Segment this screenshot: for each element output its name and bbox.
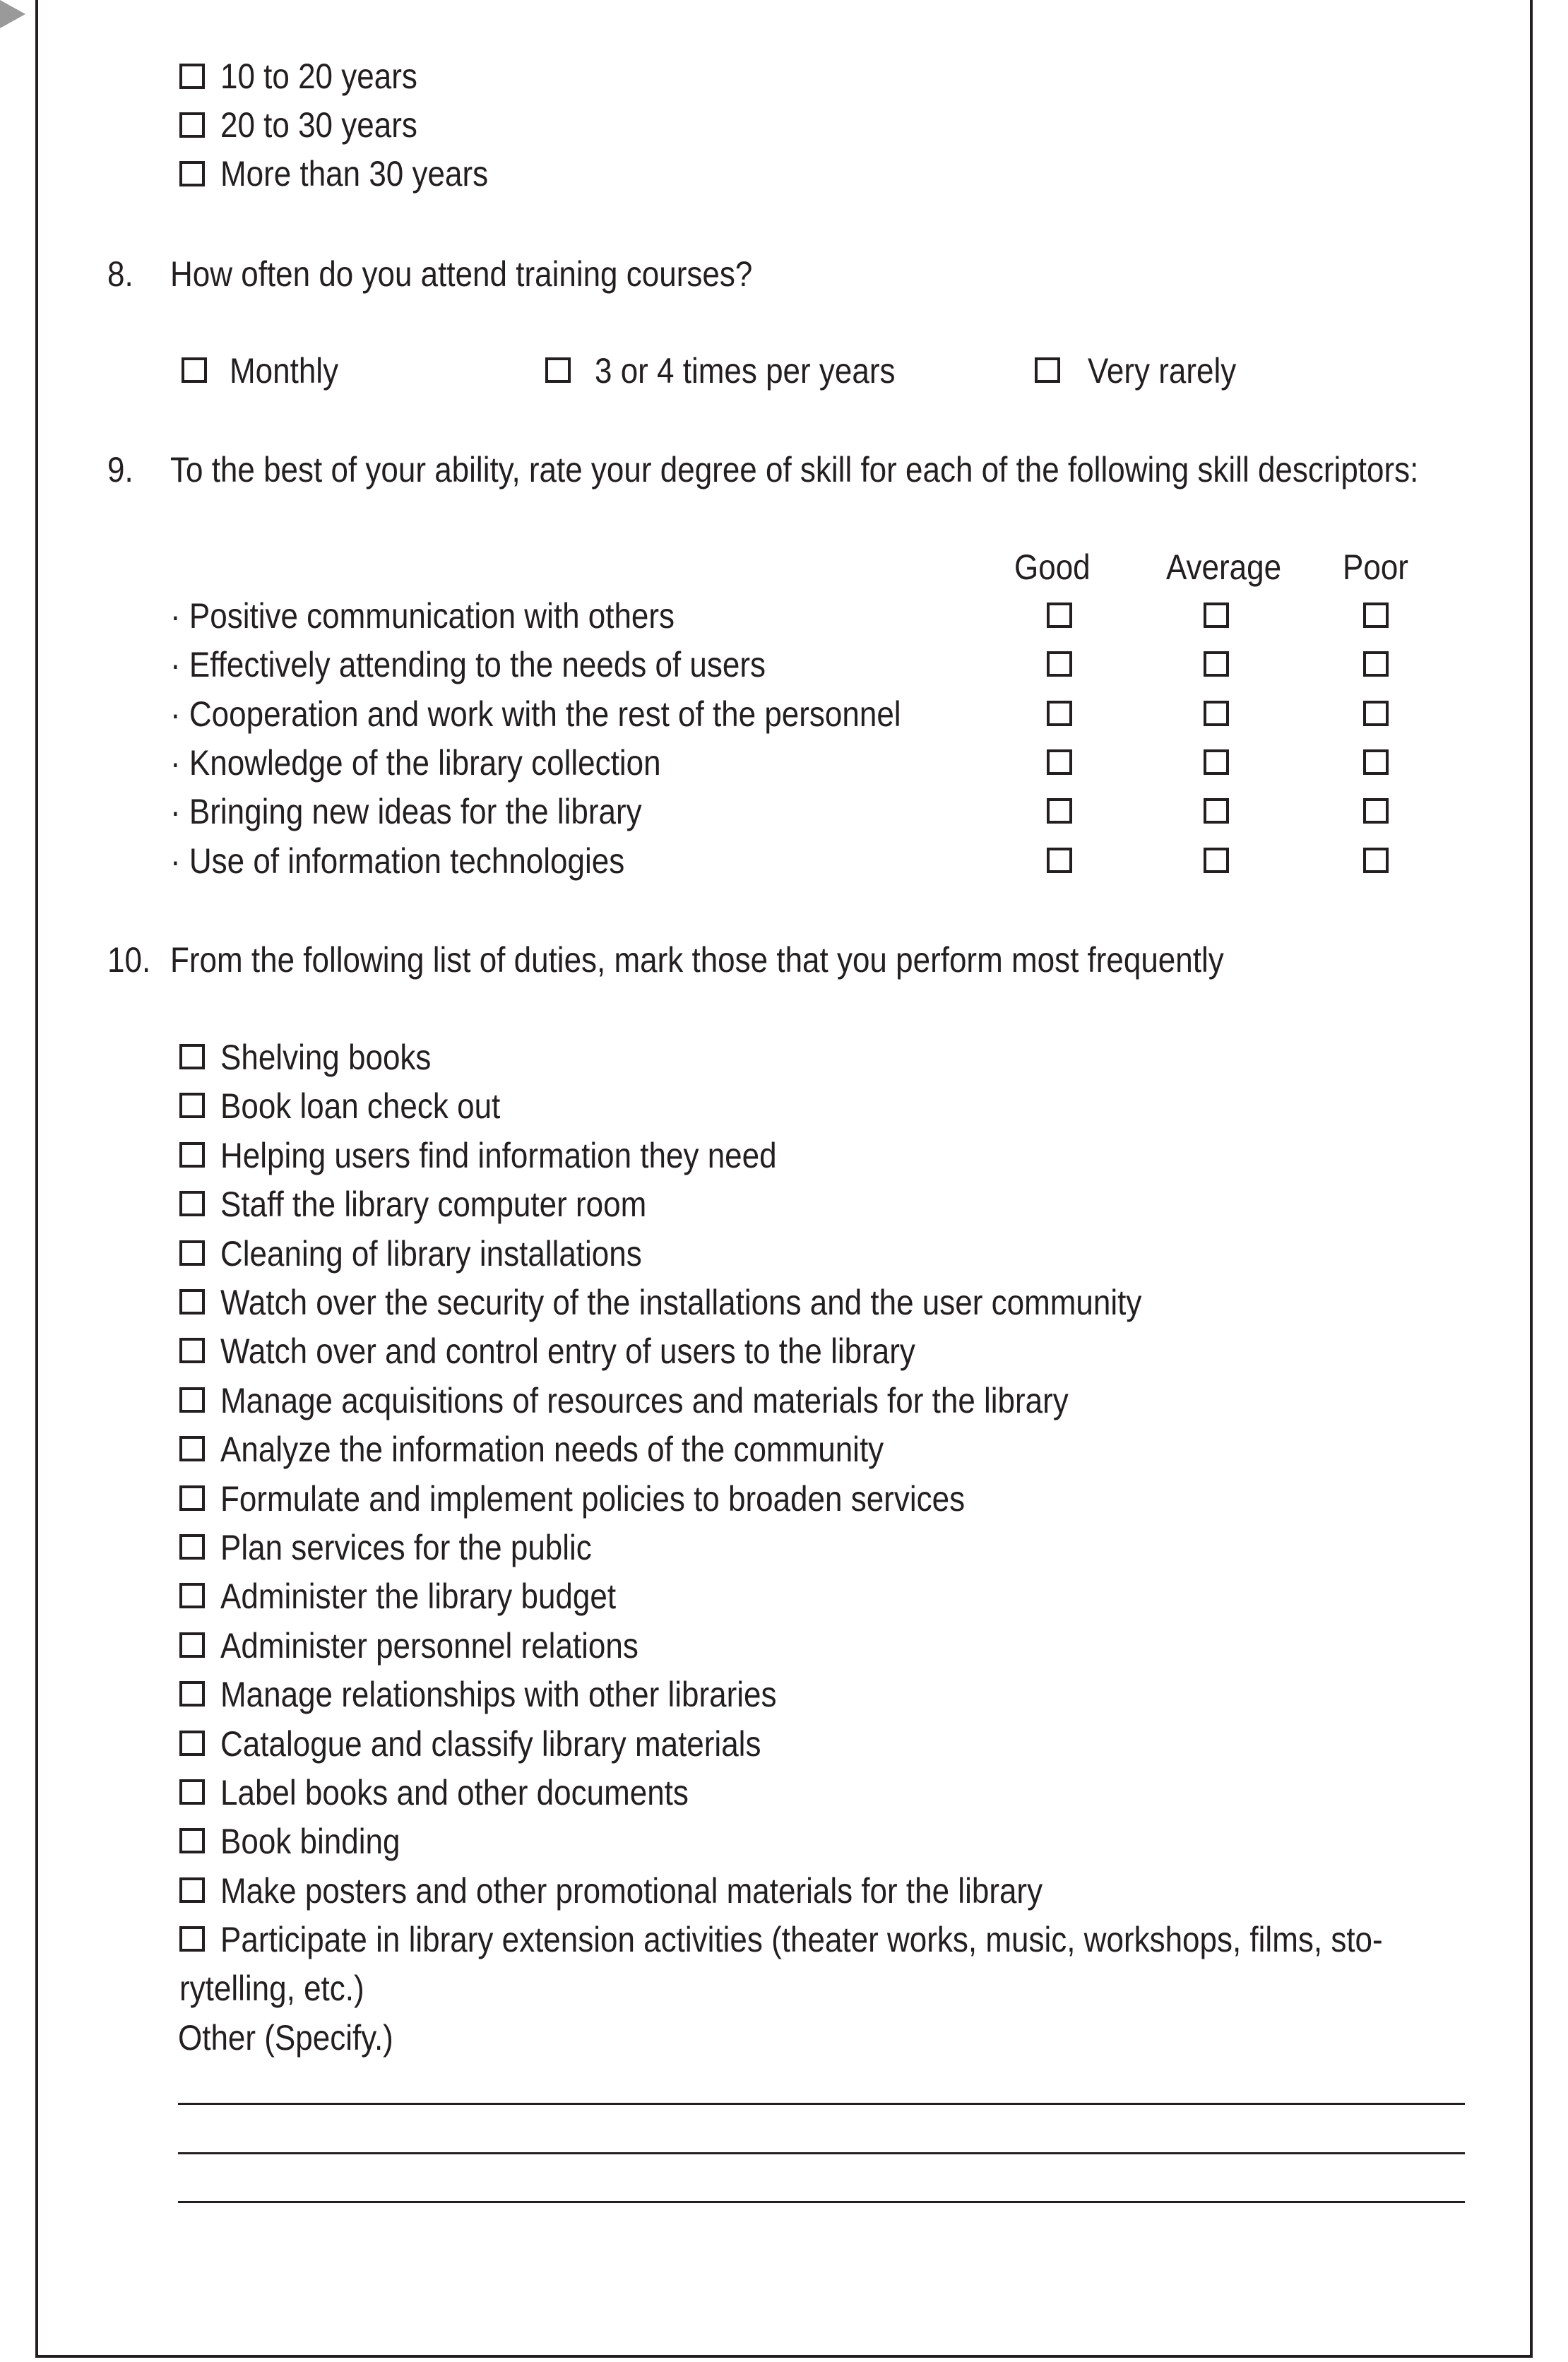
- question-text: From the following list of duties, mark those that you perform most frequently: [170, 940, 1224, 980]
- duty-checkbox[interactable]: [179, 1828, 205, 1853]
- duty-checkbox[interactable]: [179, 1044, 205, 1069]
- q7-option-label: 10 to 20 years: [220, 57, 417, 96]
- duty-label: Formulate and implement policies to broaden services: [220, 1479, 966, 1519]
- q8-option-label: Monthly: [230, 351, 339, 391]
- page-frame-right: [1530, 0, 1533, 2358]
- duty-label: Book binding: [220, 1822, 400, 1861]
- duty-label: Helping users find information they need: [220, 1136, 777, 1175]
- question-text: To the best of your ability, rate your degree of skill for each of the following skill descriptors:: [170, 450, 1419, 489]
- question-text: How often do you attend training courses?: [170, 254, 753, 294]
- checkbox-icon[interactable]: [1035, 357, 1060, 383]
- column-header-average: Average: [1166, 547, 1282, 587]
- duty-checkbox[interactable]: [179, 1485, 205, 1511]
- rating-average-checkbox[interactable]: [1204, 701, 1229, 726]
- skill-label: · Knowledge of the library collection: [170, 743, 661, 783]
- rating-average-checkbox[interactable]: [1204, 749, 1229, 775]
- q8-option-label: Very rarely: [1088, 351, 1237, 391]
- duty-label: Watch over and control entry of users to the library: [220, 1331, 915, 1371]
- duty-continuation: rytelling, etc.): [179, 1969, 364, 2008]
- rating-poor-checkbox[interactable]: [1363, 798, 1389, 824]
- duty-label: Plan services for the public: [220, 1528, 592, 1567]
- duty-checkbox[interactable]: [179, 1534, 205, 1560]
- duty-checkbox[interactable]: [179, 1731, 205, 1756]
- duty-checkbox[interactable]: [179, 1093, 205, 1118]
- duty-checkbox[interactable]: [179, 1387, 205, 1413]
- duty-checkbox[interactable]: [179, 1338, 205, 1363]
- column-header-poor: Poor: [1343, 547, 1408, 587]
- duty-label: Staff the library computer room: [220, 1185, 647, 1224]
- rating-poor-checkbox[interactable]: [1363, 603, 1389, 628]
- duty-label: Manage relationships with other libraries: [220, 1675, 777, 1714]
- rating-good-checkbox[interactable]: [1047, 848, 1072, 873]
- skill-label: · Bringing new ideas for the library: [170, 792, 642, 831]
- rating-average-checkbox[interactable]: [1204, 848, 1229, 873]
- q7-option-label: 20 to 30 years: [220, 105, 417, 145]
- duty-checkbox[interactable]: [179, 1240, 205, 1266]
- other-specify-line[interactable]: [178, 2103, 1465, 2105]
- duty-checkbox[interactable]: [179, 1877, 205, 1903]
- duty-label: Watch over the security of the installations and the user community: [220, 1283, 1142, 1322]
- rating-good-checkbox[interactable]: [1047, 651, 1072, 677]
- duty-label: Administer the library budget: [220, 1577, 617, 1616]
- question-number: 10.: [107, 940, 151, 980]
- duty-label: Administer personnel relations: [220, 1626, 639, 1666]
- checkbox-icon[interactable]: [179, 112, 205, 138]
- rating-poor-checkbox[interactable]: [1363, 651, 1389, 677]
- rating-good-checkbox[interactable]: [1047, 798, 1072, 824]
- duty-checkbox[interactable]: [179, 1681, 205, 1707]
- other-specify-line[interactable]: [178, 2201, 1465, 2203]
- column-header-good: Good: [1014, 547, 1091, 587]
- other-specify-label: Other (Specify.): [178, 2018, 393, 2058]
- question-number: 9.: [107, 450, 133, 489]
- skill-label: · Effectively attending to the needs of users: [170, 645, 766, 684]
- rating-poor-checkbox[interactable]: [1363, 848, 1389, 873]
- duty-label: Catalogue and classify library materials: [220, 1724, 761, 1764]
- duty-label: Shelving books: [220, 1038, 432, 1077]
- skill-label: · Cooperation and work with the rest of the personnel: [170, 694, 901, 734]
- other-specify-line[interactable]: [178, 2152, 1465, 2154]
- checkbox-icon[interactable]: [179, 64, 205, 89]
- checkbox-icon[interactable]: [545, 357, 571, 383]
- duty-label: Cleaning of library installations: [220, 1234, 642, 1274]
- duty-label: Book loan check out: [220, 1086, 501, 1126]
- duty-checkbox[interactable]: [179, 1289, 205, 1314]
- question-number: 8.: [107, 254, 133, 294]
- q8-option-label: 3 or 4 times per years: [595, 351, 896, 391]
- rating-good-checkbox[interactable]: [1047, 603, 1072, 628]
- duty-label: Label books and other documents: [220, 1773, 689, 1812]
- duty-label: Participate in library extension activities (theater works, music, workshops, films, sto-: [220, 1920, 1383, 1959]
- duty-checkbox[interactable]: [179, 1583, 205, 1608]
- rating-good-checkbox[interactable]: [1047, 701, 1072, 726]
- rating-poor-checkbox[interactable]: [1363, 701, 1389, 726]
- duty-label: Analyze the information needs of the community: [220, 1430, 884, 1469]
- duty-label: Make posters and other promotional materials for the library: [220, 1871, 1043, 1911]
- checkbox-icon[interactable]: [179, 161, 205, 186]
- duty-checkbox[interactable]: [179, 1191, 205, 1216]
- page-frame-bottom: [35, 2355, 1533, 2358]
- duty-checkbox[interactable]: [179, 1436, 205, 1461]
- skill-label: · Positive communication with others: [170, 596, 675, 636]
- checkbox-icon[interactable]: [182, 357, 207, 383]
- duty-checkbox[interactable]: [179, 1926, 205, 1952]
- rating-poor-checkbox[interactable]: [1363, 749, 1389, 775]
- q7-option-label: More than 30 years: [220, 154, 489, 194]
- page-frame-left: [35, 0, 38, 2358]
- rating-average-checkbox[interactable]: [1204, 651, 1229, 677]
- duty-checkbox[interactable]: [179, 1779, 205, 1805]
- duty-checkbox[interactable]: [179, 1142, 205, 1168]
- rating-average-checkbox[interactable]: [1204, 603, 1229, 628]
- duty-checkbox[interactable]: [179, 1632, 205, 1658]
- page-corner-triangle-icon: [0, 0, 25, 28]
- duty-label: Manage acquisitions of resources and materials for the library: [220, 1381, 1069, 1420]
- skill-label: · Use of information technologies: [170, 841, 625, 881]
- rating-average-checkbox[interactable]: [1204, 798, 1229, 824]
- rating-good-checkbox[interactable]: [1047, 749, 1072, 775]
